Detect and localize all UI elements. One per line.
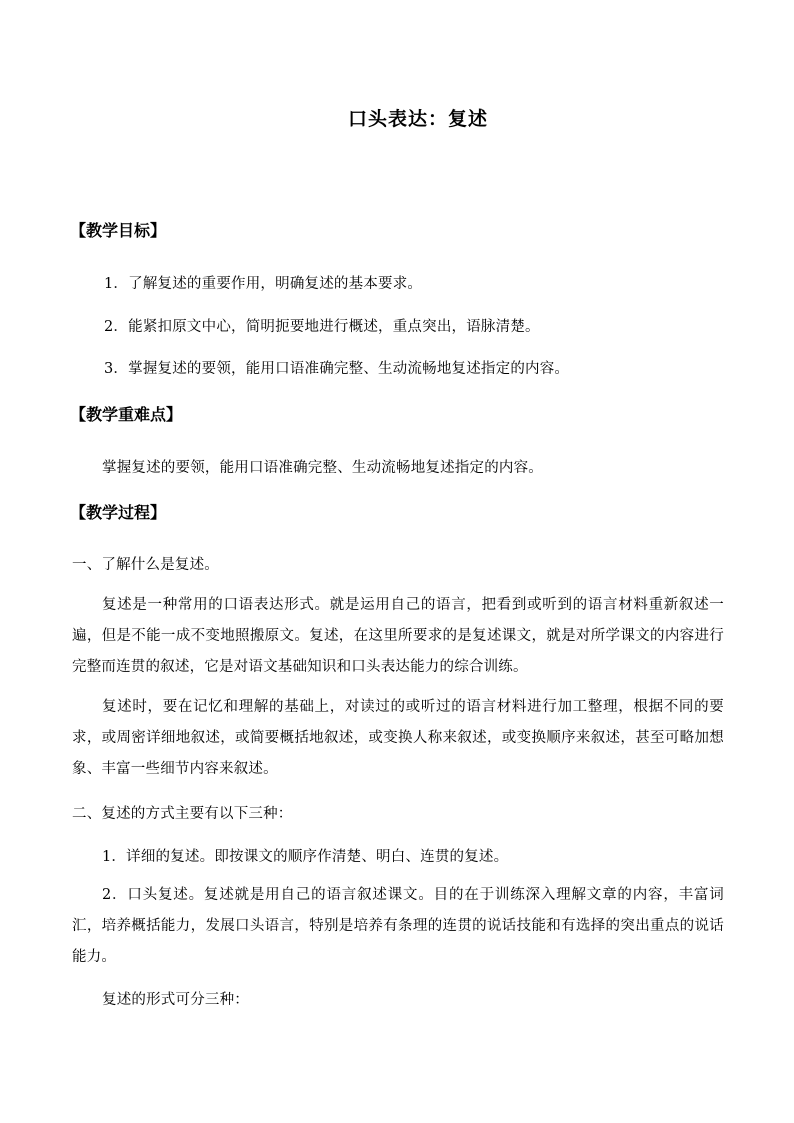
section-heading-key-points: 【教学重难点】	[70, 405, 183, 424]
process-part1-paragraph-1: 复述是一种常用的口语表达形式。就是运用自己的语言，把看到或听到的语言材料重新叙述一遍，但是不能一成不变地照搬原文。复述，在这里所要求的是复述课文，就是对所学课文的内容进行完整而连贯的叙述，它是对语文基础知识和口头表达能力的综合训练。	[72, 597, 724, 675]
process-part1-title: 一、了解什么是复述。	[72, 557, 219, 573]
key-points-text: 掌握复述的要领，能用口语准确完整、生动流畅地复述指定的内容。	[102, 460, 543, 476]
process-part2-item-2: 2．口头复述。复述就是用自己的语言叙述课文。目的在于训练深入理解文章的内容，丰富词汇，培养概括能力，发展口头语言，特别是培养有条理的连贯的说话技能和有选择的突出重点的说话能力。	[72, 887, 724, 965]
objective-item-2: 2．能紧扣原文中心，简明扼要地进行概述，重点突出，语脉清楚。	[104, 319, 540, 335]
section-heading-process: 【教学过程】	[70, 503, 167, 522]
process-part2-forms: 复述的形式可分三种：	[102, 992, 249, 1008]
process-part2-item-1: 1．详细的复述。即按课文的顺序作清楚、明白、连贯的复述。	[102, 849, 509, 865]
objective-item-3: 3．掌握复述的要领，能用口语准确完整、生动流畅地复述指定的内容。	[104, 361, 570, 377]
process-part2-title: 二、复述的方式主要有以下三种：	[72, 806, 293, 822]
objective-item-1: 1．了解复述的重要作用，明确复述的基本要求。	[104, 276, 423, 292]
process-part1-paragraph-2: 复述时，要在记忆和理解的基础上，对读过的或听过的语言材料进行加工整理，根据不同的要求，或周密详细地叙述，或简要概括地叙述，或变换人称来叙述，或变换顺序来叙述，甚至可略加想象、丰富一些细节内容来叙述。	[72, 699, 724, 777]
document-title: 口头表达：复述	[347, 108, 488, 130]
section-heading-objectives: 【教学目标】	[70, 221, 167, 240]
